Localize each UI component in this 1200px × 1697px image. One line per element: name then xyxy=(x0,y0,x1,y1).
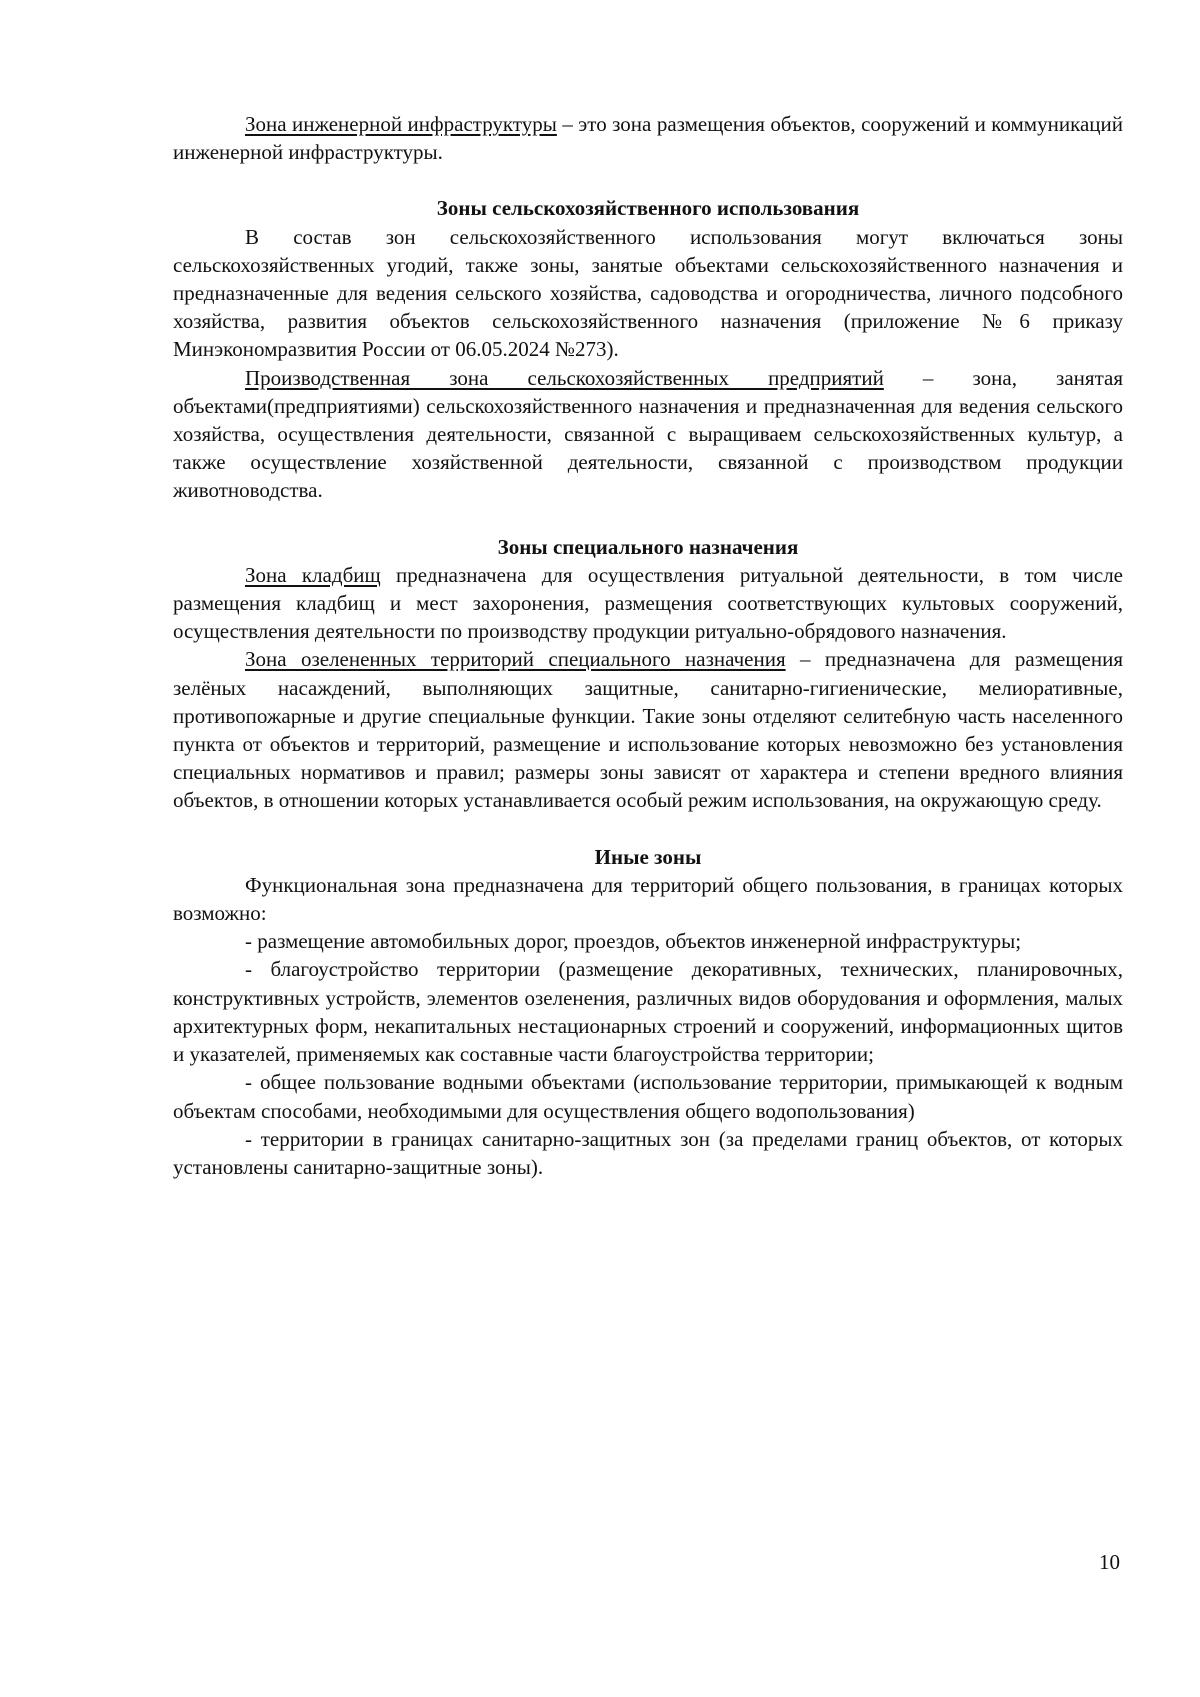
list-item: - благоустройство территории (размещение декоративных, технических, планировочных, конструктивных устройств, элементов озеленения, различных видов оборудования и оформления, малых архитектурных форм, некапитальных нестационарных строений и сооружений, информационных щитов и указателей, применяемых как составные части благоустройства территории; xyxy=(173,957,1123,1067)
list-item: - размещение автомобильных дорог, проездов, объектов инженерной инфраструктуры; xyxy=(245,929,1022,954)
agricultural-paragraph-2 xyxy=(173,364,1123,505)
page-number: 10 xyxy=(1099,1550,1120,1574)
agricultural-paragraph-1: В состав зон сельскохозяйственного использования могут включаться зоны сельскохозяйственных угодий, также зоны, занятые объектами сельскохозяйственного назначения и предназначенные для ведения сельского хозяйства, садоводства и огородничества, личного подсобного хозяйства, развития объектов сельскохозяйственного назначения (приложение №6 приказу Минэкономразвития России от 06.05.2024 №273). xyxy=(173,224,1123,362)
section-heading-other: Иные зоны xyxy=(594,844,702,869)
spacer xyxy=(173,166,1123,194)
list-item: - общее пользование водными объектами (использование территории, примыкающей к водным объектам способами, необходимыми для осуществления общего водопользования) xyxy=(173,1070,1123,1123)
document-page xyxy=(173,110,1123,1181)
other-paragraph-1: Функциональная зона предназначена для территорий общего пользования, в границах которых возможно: xyxy=(173,872,1123,926)
agricultural-paragraph-2-text: – зона, занятая объектами(предприятиями) сельскохозяйственного назначения и предназначенная для ведения сельского хозяйства, осуществления деятельности, связанной с выращиваем сельскохозяйственных культур, а также осуществление хозяйственной деятельности, связанной с производством продукции животноводства. xyxy=(173,365,1123,503)
term-green-zone: Зона озелененных территорий специального назначения xyxy=(245,647,786,672)
section-heading-special: Зоны специального назначения xyxy=(497,534,799,559)
intro-paragraph xyxy=(173,110,1123,166)
term-cemetery-zone: Зона кладбищ xyxy=(245,562,381,587)
special-paragraph-2-text: – предназначена для размещения зелёных насаждений, выполняющих защитные, санитарно-гигиенические, мелиоративные, противопожарные и другие специальные функции. Такие зоны отделяют селитебную часть населенного пункта от объектов и территорий, размещение и использование которых невозможно без установления специальных нормативов и правил; размеры зоны зависят от характера и степени вредного влияния объектов, в отношении которых устанавливается особый режим использования, на окружающую среду. xyxy=(173,647,1123,813)
special-paragraph-2 xyxy=(173,645,1123,814)
term-engineering-zone: Зона инженерной инфраструктуры xyxy=(245,112,557,136)
special-paragraph-1-text: предназначена для осуществления ритуальной деятельности, в том числе размещения кладбищ и мест захоронения, размещения соответствующих культовых сооружений, осуществления деятельности по производству продукции ритуально-обрядового назначения. xyxy=(173,562,1123,644)
list-item: - территории в границах санитарно-защитных зон (за пределами границ объектов, от которых установлены санитарно-защитные зоны). xyxy=(173,1126,1123,1179)
section-heading-agricultural: Зоны сельскохозяйственного использования xyxy=(436,196,860,221)
special-paragraph-1 xyxy=(173,561,1123,646)
intro-text: – это зона размещения объектов, сооружений и коммуникаций инженерной инфраструктуры. xyxy=(173,112,1123,165)
term-production-zone: Производственная зона сельскохозяйственных предприятий xyxy=(245,365,884,390)
spacer xyxy=(173,815,1123,843)
spacer xyxy=(173,505,1123,533)
